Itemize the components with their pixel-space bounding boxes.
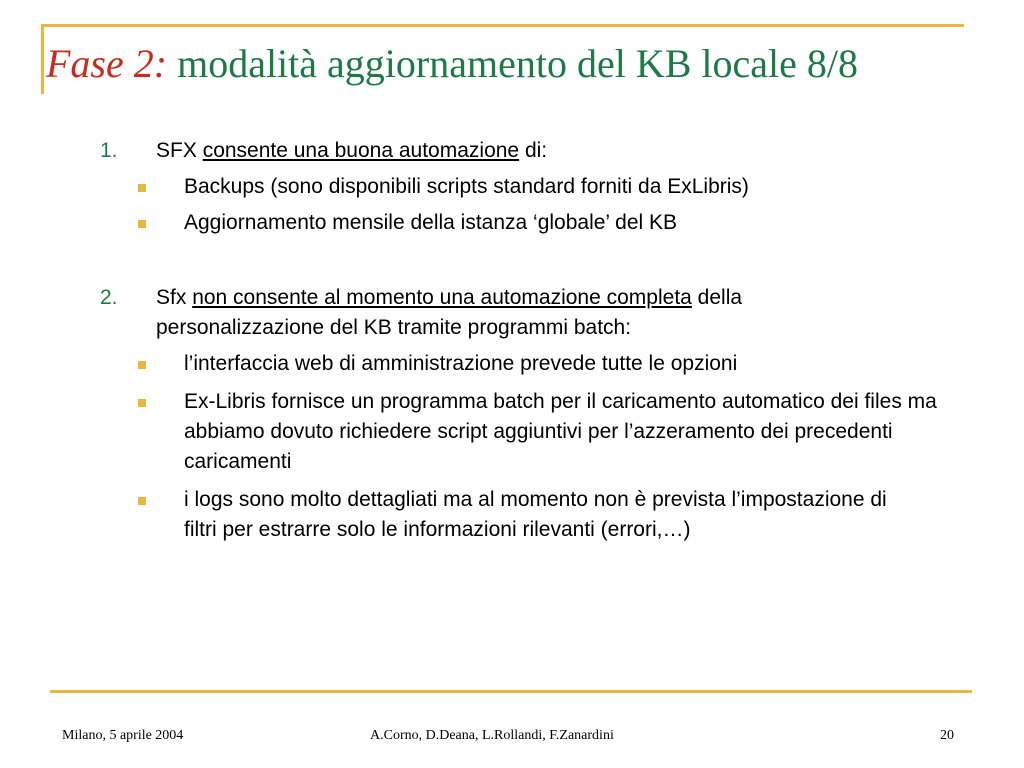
footer-page-number: 20	[940, 728, 954, 743]
title-text: modalità aggiornamento del KB locale 8/8	[167, 41, 858, 86]
item-number-2: 2.	[100, 286, 118, 309]
bullet-square-icon	[138, 399, 146, 407]
bullet-square-icon	[138, 497, 146, 505]
item-1-underlined: consente una buona automazione	[202, 139, 520, 162]
footer-date: Milano, 5 aprile 2004	[62, 728, 184, 743]
item-1-pre: SFX	[156, 139, 203, 162]
item-1-post: di:	[519, 139, 548, 162]
bullet-1-1: Backups (sono disponibili scripts standard forniti da ExLibris)	[184, 175, 749, 198]
footer-rule	[50, 690, 972, 693]
bullet-2-1: l’interfaccia web di amministrazione prevede tutte le opzioni	[184, 352, 738, 375]
bullet-square-icon	[138, 220, 146, 228]
bullet-square-icon	[138, 184, 146, 192]
bullet-2-3: i logs sono molto dettagliati ma al momento non è prevista l’impostazione di filtri per estrarre solo le informazioni rilevanti (errori,…)	[184, 488, 887, 541]
item-text-2	[156, 283, 896, 343]
item-2-post: della personalizzazione del KB tramite programmi batch:	[156, 286, 743, 339]
bullet-square-icon	[138, 361, 146, 369]
bullet-1-2: Aggiornamento mensile della istanza ‘globale’ del KB	[184, 211, 678, 234]
item-2-underlined: non consente al momento una automazione completa	[192, 286, 692, 309]
item-text-1	[156, 136, 916, 166]
item-number-1: 1.	[100, 139, 118, 162]
item-2-pre: Sfx	[156, 286, 193, 309]
bullet-2-2: Ex-Libris fornisce un programma batch per il caricamento automatico dei files ma abbiamo dovuto richiedere script aggiuntivi per l’azzeramento dei precedenti caricamenti	[184, 390, 937, 473]
title-phase: Fase 2:	[46, 41, 168, 86]
footer-authors: A.Corno, D.Deana, L.Rollandi, F.Zanardini	[370, 728, 614, 743]
